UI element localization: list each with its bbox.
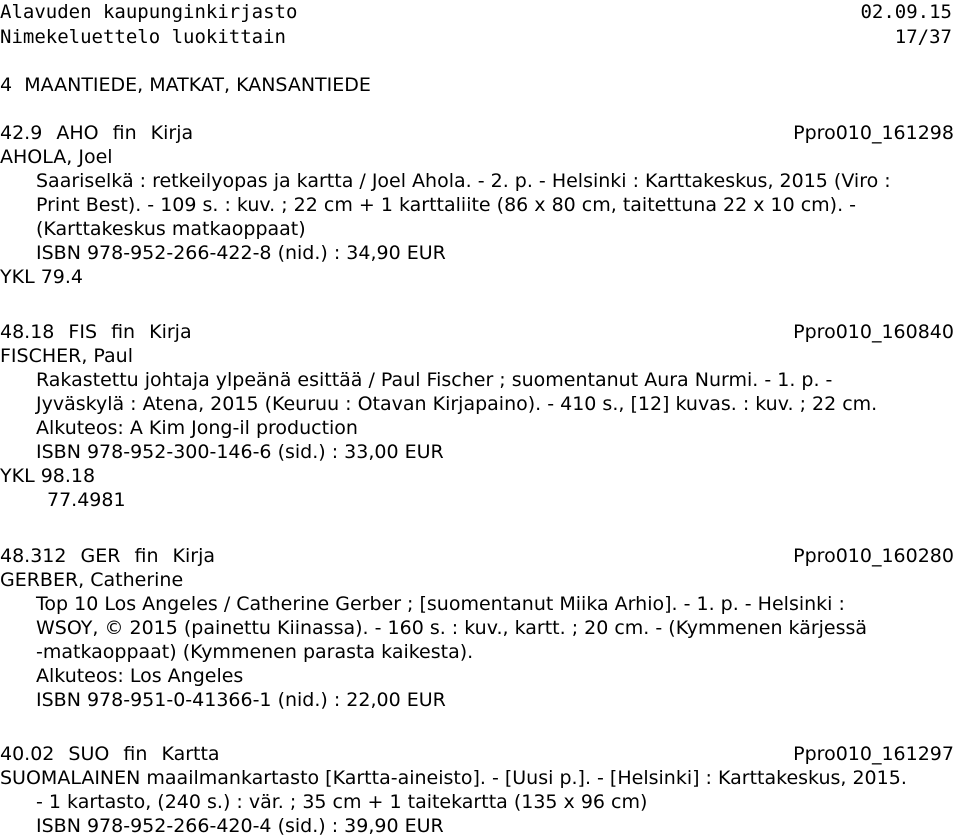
entry-id: Ppro010_161297 (793, 743, 954, 765)
entry-body-line: -matkaoppaat) (Kymmenen parasta kaikesta). (36, 641, 474, 663)
section-title: MAANTIEDE, MATKAT, KANSANTIEDE (24, 74, 371, 96)
entry-isbn: ISBN 978-952-266-422-8 (nid.) : 34,90 EUR (36, 242, 446, 264)
section-number: 4 (0, 74, 13, 96)
entry-body-line: Alkuteos: A Kim Jong-il production (36, 417, 358, 439)
entry-body-line: (Karttakeskus matkaoppaat) (36, 218, 306, 240)
report-subtitle: Nimekeluettelo luokittain (0, 26, 286, 48)
header-row-2 (0, 25, 960, 50)
entry-classification: 48.18 FIS fin Kirja (0, 321, 192, 343)
entry-class-line (0, 320, 960, 344)
entry-class-line (0, 544, 960, 568)
page-number: 17/37 (894, 26, 952, 48)
entry-ykl: YKL 98.18 (0, 465, 96, 487)
entry-id: Ppro010_160280 (793, 545, 954, 567)
entry-class-line (0, 742, 960, 766)
entry-body-line: Rakastettu johtaja ylpeänä esittää / Paul Fischer ; suomentanut Aura Nurmi. - 1. p. - (36, 369, 833, 391)
catalog-entry (0, 121, 960, 289)
entry-isbn: ISBN 978-951-0-41366-1 (nid.) : 22,00 EUR (36, 689, 446, 711)
library-name: Alavuden kaupunginkirjasto (0, 1, 298, 23)
report-date: 02.09.15 (860, 1, 952, 23)
entry-classification: 40.02 SUO fin Kartta (0, 743, 220, 765)
entry-classification: 48.312 GER fin Kirja (0, 545, 216, 567)
entry-author: SUOMALAINEN maailmankartasto [Kartta-aineisto]. - [Uusi p.]. - [Helsinki] : Karttakeskus, 2015. (0, 767, 907, 789)
catalog-entry (0, 544, 960, 712)
page-header (0, 0, 960, 50)
entry-body-line: Top 10 Los Angeles / Catherine Gerber ; [suomentanut Miika Arhio]. - 1. p. - Helsinki : (36, 593, 845, 615)
header-row-1 (0, 0, 960, 25)
entry-ykl-extra: 77.4981 (47, 489, 126, 511)
entry-body-line: Jyväskylä : Atena, 2015 (Keuruu : Otavan Kirjapaino). - 410 s., [12] kuvas. : kuv. ; 22 cm. (36, 393, 878, 415)
entry-ykl: YKL 79.4 (0, 266, 83, 288)
entry-body-line: Saariselkä : retkeilyopas ja kartta / Joel Ahola. - 2. p. - Helsinki : Karttakeskus, 2015 (Viro : (36, 170, 891, 192)
entry-author: GERBER, Catherine (0, 569, 184, 591)
entry-body-line: Print Best). - 109 s. : kuv. ; 22 cm + 1 karttaliite (86 x 80 cm, taitettuna 22 x 10 cm). - (36, 194, 857, 216)
entry-id: Ppro010_160840 (793, 321, 954, 343)
entry-body-line: - 1 kartasto, (240 s.) : vär. ; 35 cm + 1 taitekartta (135 x 96 cm) (36, 791, 648, 813)
entry-classification: 42.9 AHO fin Kirja (0, 122, 194, 144)
entry-body-line: WSOY, © 2015 (painettu Kiinassa). - 160 s. : kuv., kartt. ; 20 cm. - (Kymmenen kärjessä (36, 617, 868, 639)
entry-body-line: Alkuteos: Los Angeles (36, 665, 244, 687)
catalog-entry (0, 742, 960, 838)
section-heading (0, 73, 371, 97)
entry-isbn: ISBN 978-952-300-146-6 (sid.) : 33,00 EUR (36, 441, 444, 463)
entry-author: FISCHER, Paul (0, 345, 133, 367)
catalog-entry (0, 320, 960, 512)
entry-isbn: ISBN 978-952-266-420-4 (sid.) : 39,90 EUR (36, 815, 444, 837)
entry-author: AHOLA, Joel (0, 146, 113, 168)
entry-id: Ppro010_161298 (793, 122, 954, 144)
entry-class-line (0, 121, 960, 145)
